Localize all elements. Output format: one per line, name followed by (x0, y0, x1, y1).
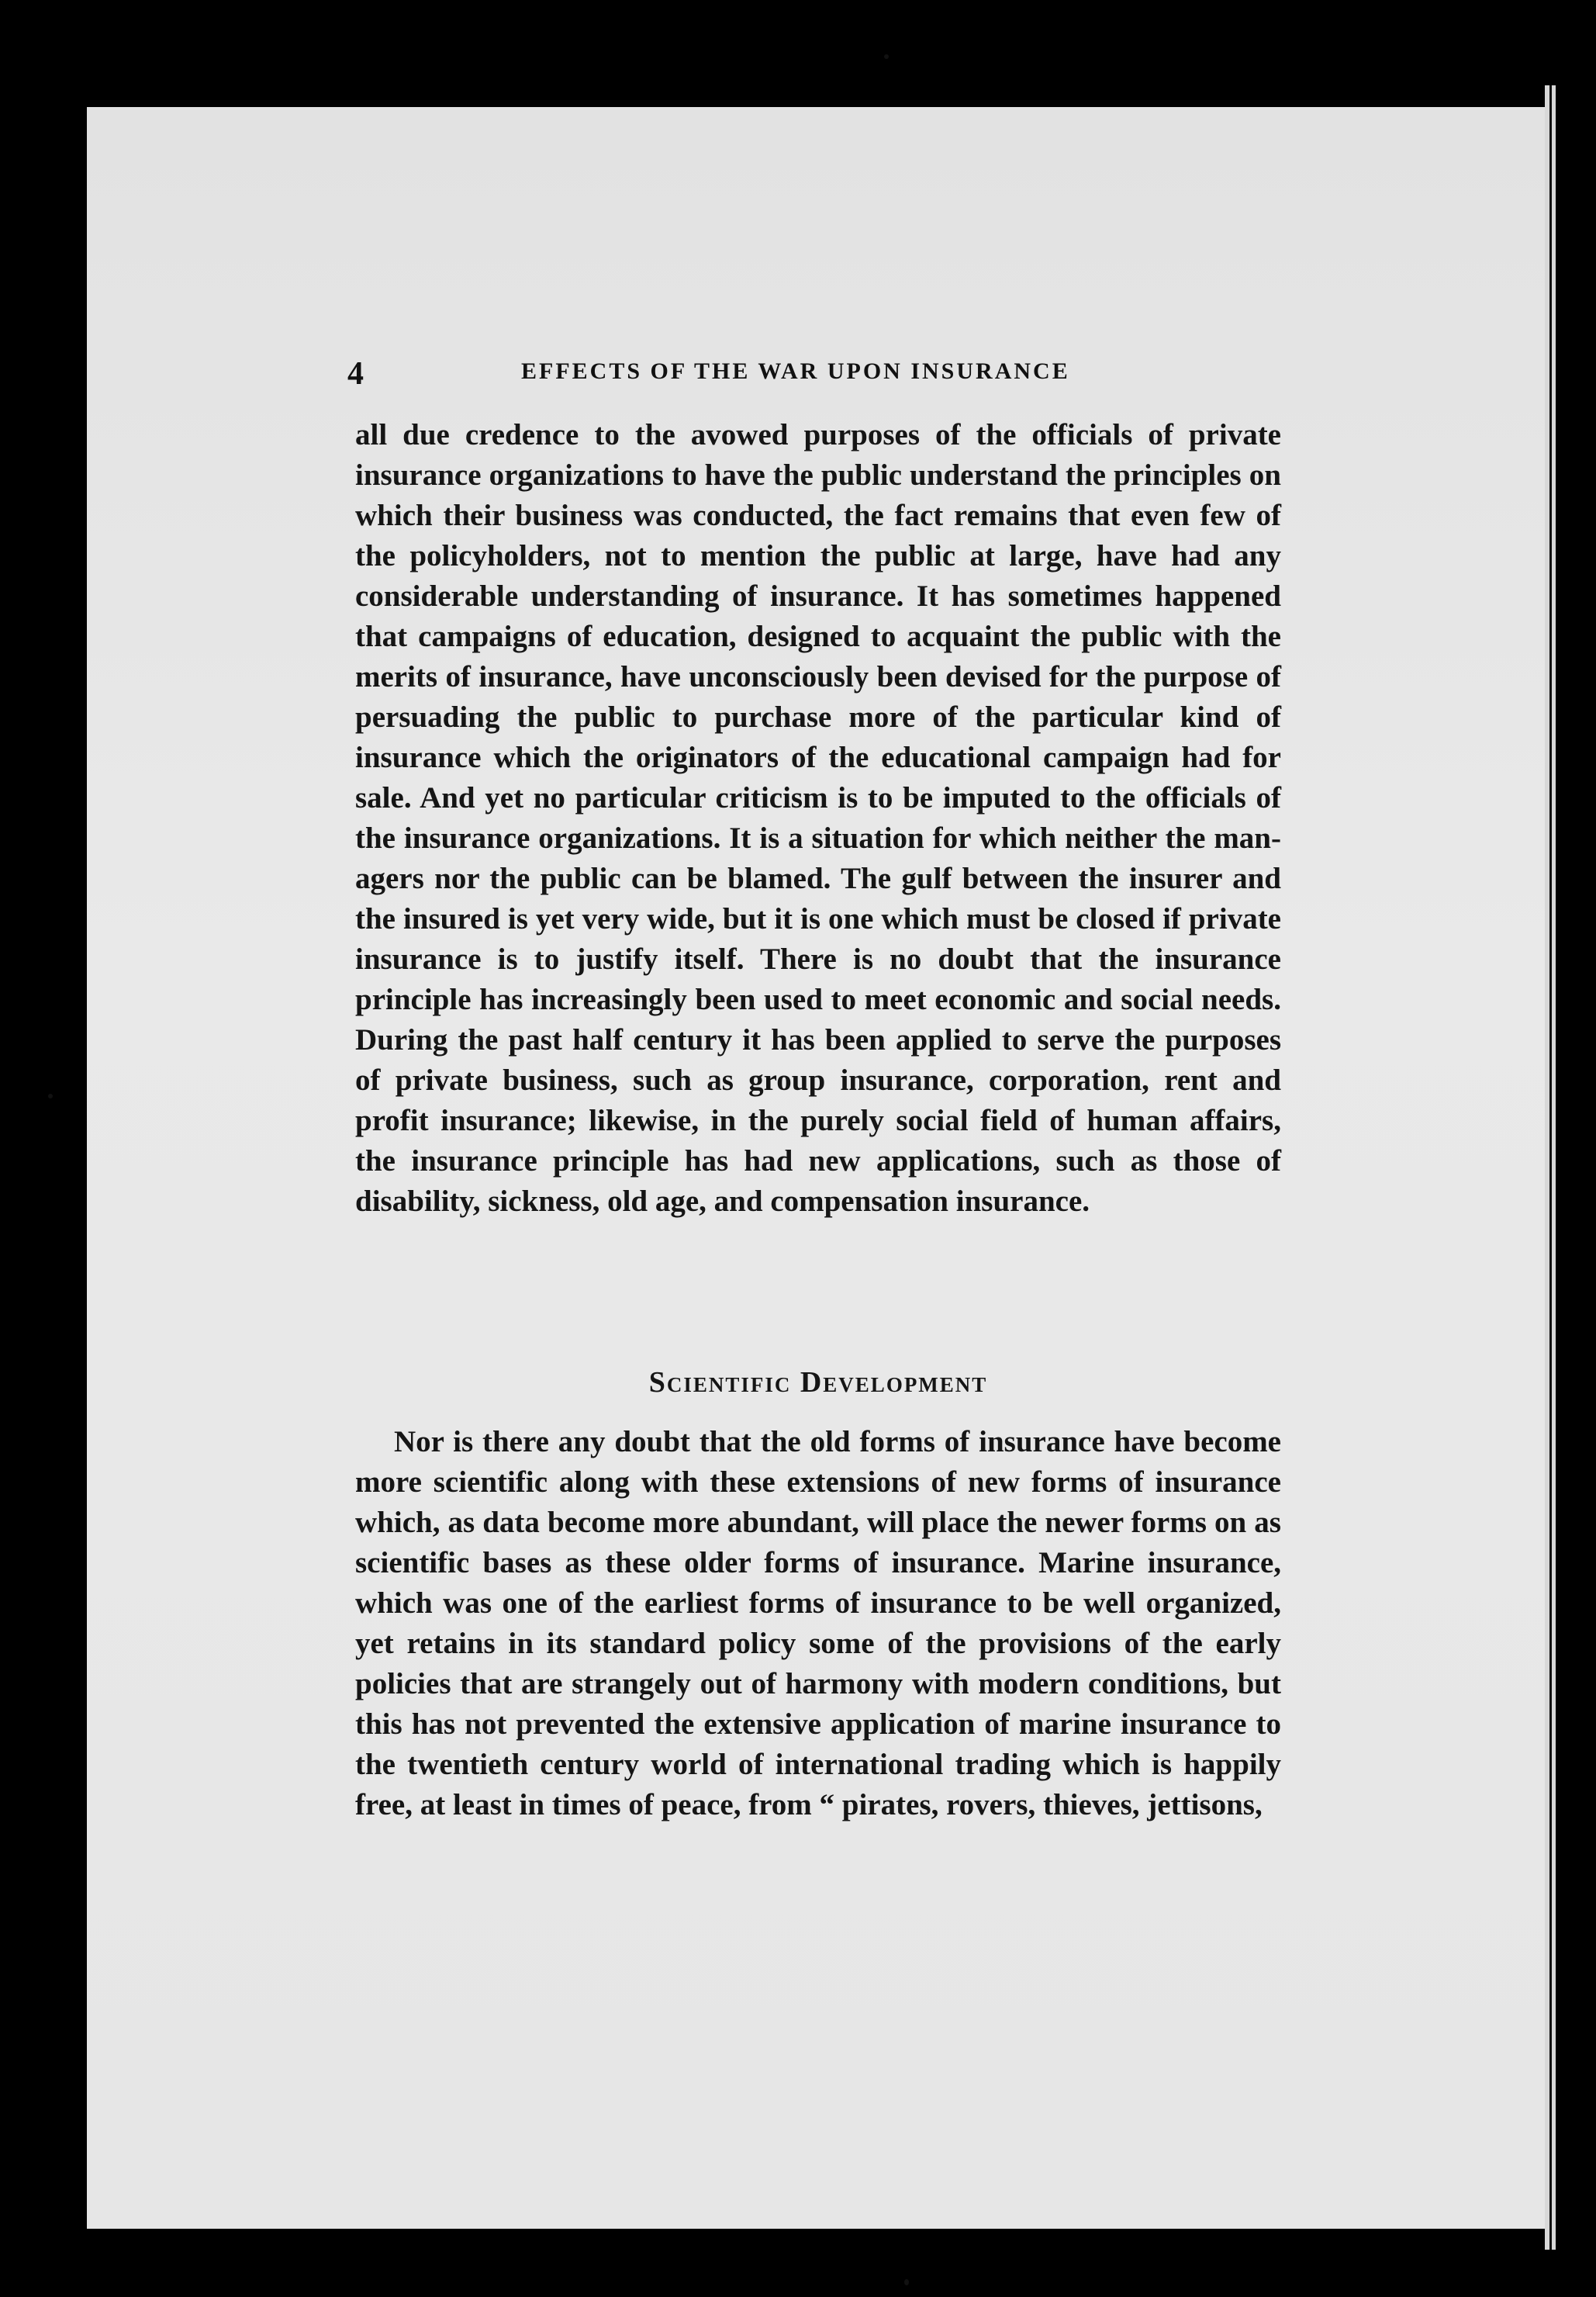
running-head-title: EFFECTS OF THE WAR UPON INSURANCE (521, 358, 1070, 384)
page-number: 4 (347, 356, 364, 392)
body-paragraph: all due credence to the avowed purposes of the officials of private insurance organizations to have the public understand the principles on which their business was conducted, the fact remains that even few of the policyholders, not to mention the public at large, have had any considerable understanding of insurance. It has sometimes happened that campaigns of education, designed to acquaint the public with the merits of insurance, have unconsciously been devised for the purpose of persuading the public to purchase more of the particular kind of insurance which the originators of the educational campaign had for sale. And yet no particular criticism is to be imputed to the officials of the insurance organizations. It is a situation for which neither the managers nor the public can be blamed. The gulf between the insurer and the insured is yet very wide, but it is one which must be closed if private insurance is to justify itself. There is no doubt that the insurance principle has increasingly been used to meet economic and social needs. During the past half century it has been applied to serve the purposes of private business, such as group insurance, corporation, rent and profit insurance; likewise, in the purely social field of human affairs, the insurance principle has had new applications, such as those of disability, sickness, old age, and compensation insurance. (355, 418, 1281, 1218)
running-head (347, 352, 1289, 399)
body-paragraph: Nor is there any doubt that the old forms of insurance have become more scientific along with these extensions of new forms of insurance which, as data become more abundant, will place the newer forms on as scientific bases as these older forms of insurance. Marine insurance, which was one of the earliest forms of insurance to be well organized, yet retains in its standard policy some of the provisions of the early policies that are strangely out of harmony with modern conditions, but this has not prevented the extensive application of marine insurance to the twentieth century world of international trading which is happily free, at least in times of peace, from “ pirates, rovers, thieves, jettisons, (355, 1425, 1281, 1821)
scan-speck (884, 54, 889, 59)
section-heading: Scientific Development (648, 1366, 988, 1399)
scan-speck (904, 2279, 909, 2285)
page-edge-shadow (1549, 85, 1552, 2250)
scan-speck (48, 1094, 53, 1098)
